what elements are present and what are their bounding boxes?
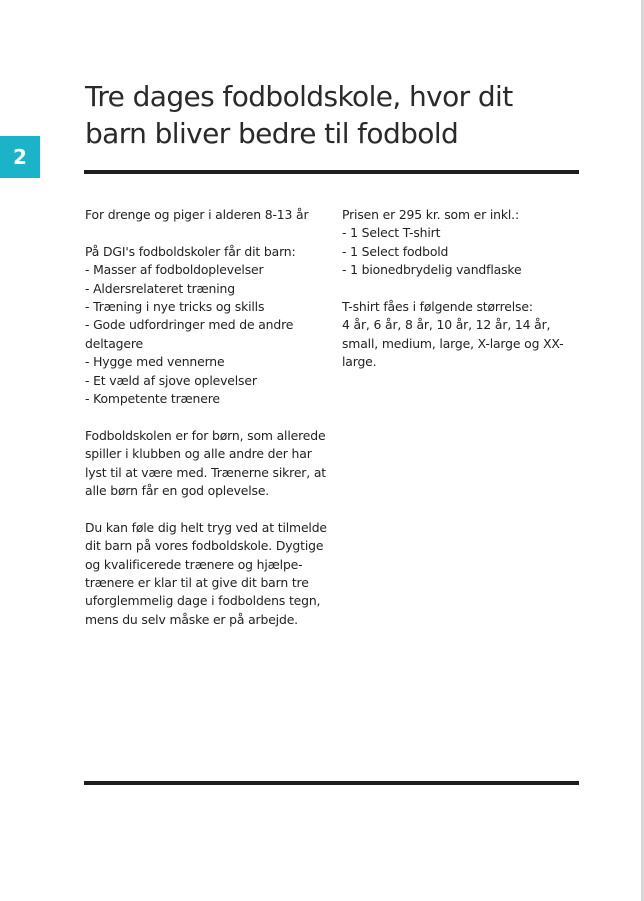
list-item: - Træning i nye tricks og skills <box>85 299 265 315</box>
sizes-text: 4 år, 6 år, 8 år, 10 år, 12 år, 14 år, small, medium, large, X-large og XX-large. <box>342 317 564 370</box>
benefits-intro: På DGI's fodboldskoler får dit barn: <box>85 243 296 259</box>
sizes-intro: T-shirt fåes i følgende størrelse: <box>342 299 533 315</box>
list-item: - Masser af fodboldoplevelser <box>85 262 264 278</box>
list-item: - Hygge med vennerne <box>85 354 225 370</box>
top-divider <box>84 170 579 174</box>
body-paragraph-1: Fodboldskolen er for børn, som allerede spiller i klubben og alle andre der har lyst til at være med. Trænerne sikrer, at alle børn får en god oplevelse. <box>85 427 326 499</box>
body-paragraph-2: Du kan føle dig helt tryg ved at tilmelde dit barn på vores fodboldskole. Dygtige og kvalificerede trænere og hjælpe-trænere er klar til at give dit barn tre uforglemmelig dage i fodboldens tegn, mens du selv måske er på arbejde. <box>85 519 327 627</box>
age-line: For drenge og piger i alderen 8-13 år <box>85 207 309 222</box>
list-item: - Et væld af sjove oplevelser <box>85 372 257 388</box>
benefits-list <box>85 261 330 408</box>
list-item: - Aldersrelateret træning <box>85 280 235 296</box>
list-item: - 1 Select T-shirt <box>342 225 441 241</box>
page-title: Tre dages fodboldskole, hvor dit barn bliver bedre til fodbold <box>85 80 513 150</box>
bottom-divider <box>84 781 579 785</box>
list-item: - 1 bionedbrydelig vandflaske <box>342 262 522 278</box>
list-item: - Kompetente trænere <box>85 391 220 407</box>
included-list <box>342 224 582 279</box>
price-intro: Prisen er 295 kr. som er inkl.: <box>342 207 519 222</box>
right-column <box>342 206 582 372</box>
page-number-badge: 2 <box>0 136 40 178</box>
list-item: - Gode udfordringer med de andre deltagere <box>85 317 294 351</box>
left-column <box>85 206 330 629</box>
list-item: - 1 Select fodbold <box>342 243 449 259</box>
